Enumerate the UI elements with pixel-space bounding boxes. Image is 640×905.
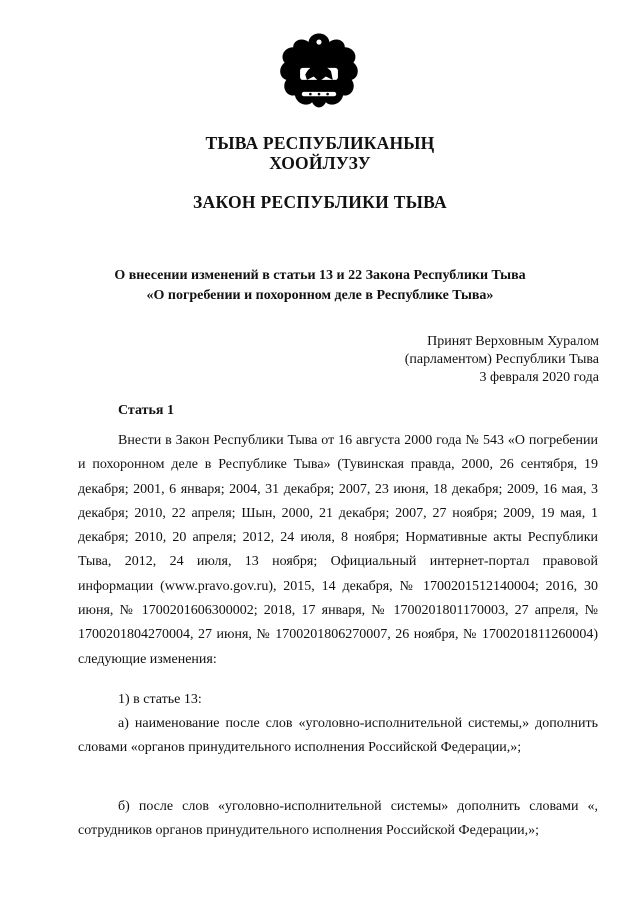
item-1b: [78, 795, 598, 844]
adoption-line2: (парламентом) Республики Тыва: [404, 352, 599, 367]
adoption-block: [405, 333, 599, 387]
item-1a: [78, 712, 598, 761]
subject-line1: О внесении изменений в статьи 13 и 22 Закона Республики Тыва: [114, 268, 526, 283]
item-1b-paragraph: б) после слов «уголовно-исполнительной системы» дополнить словами «, сотрудников органов принудительного исполнения Российской Федерации,»;: [78, 799, 598, 839]
item-1a-paragraph: а) наименование после слов «уголовно-исполнительной системы,» дополнить словами «органов принудительного исполнения Российской Федерации,»;: [78, 716, 598, 756]
adoption-line1: Принят Верховным Хуралом: [427, 334, 599, 349]
item-1: [78, 688, 598, 712]
article-title: Статья 1: [118, 403, 174, 418]
subject-line2: «О погребении и похоронном деле в Республике Тыва»: [146, 288, 494, 303]
coat-of-arms-emblem: [276, 30, 362, 116]
item-1-paragraph: 1) в статье 13:: [118, 692, 202, 707]
adoption-date: 3 февраля 2020 года: [479, 370, 599, 385]
tyvan-title-line1: ТЫВА РЕСПУБЛИКАНЫҢ: [205, 133, 435, 153]
tyvan-title-line2: ХООЙЛУЗУ: [269, 153, 371, 173]
intro-paragraph: Внести в Закон Республики Тыва от 16 августа 2000 года № 543 «О погребении и похоронном деле в Республике Тыва» (Тувинская правда, 2000, 26 сентября, 19 декабря; 2001, 6 января; 2004, 31 декабря; 2007, 23 июня, 18 декабря; 2009, 16 мая, 3 декабря; 2010, 22 апреля; Шын, 2000, 21 декабря; 2007, 27 ноября; 2009, 19 мая, 1 декабря; 2010, 20 апреля; 2012, 24 июля, 8 ноября; Нормативные акты Республики Тыва, 2012, 24 июля, 13 ноября; Официальный интернет-портал правовой информации (www.pravo.gov.ru), 2015, 14 декабря, № 1700201512140004; 2016, 30 июня, № 1700201606300002; 2018, 17 января, № 1700201801170003, 27 апреля, № 1700201804270004, 27 июня, № 1700201806270007, 26 ноября, № 1700201811260004) следующие изменения:: [78, 433, 598, 667]
article-intro: [78, 429, 598, 672]
tyvan-title: [0, 133, 640, 173]
law-subject: [0, 266, 640, 306]
russian-title: ЗАКОН РЕСПУБЛИКИ ТЫВА: [192, 192, 447, 212]
